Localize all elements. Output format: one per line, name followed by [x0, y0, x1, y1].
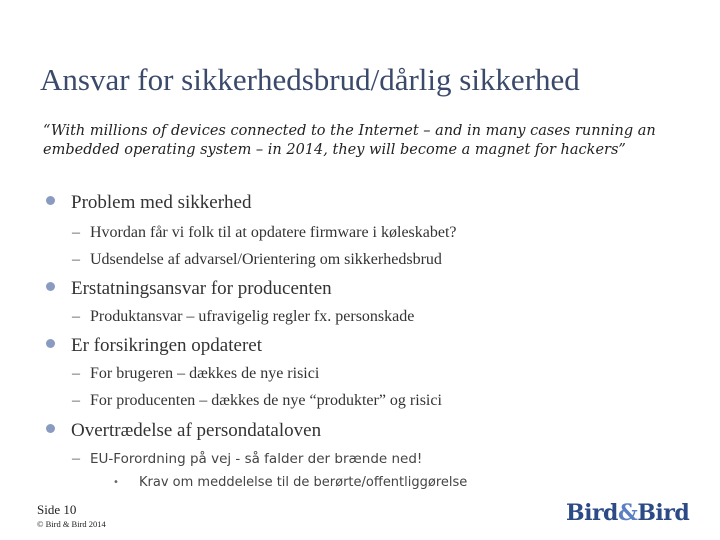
sub-bullet-item: [72, 223, 457, 243]
sub-bullet-text: For producenten – dækkes de nye “produkter” og risici: [90, 392, 442, 409]
dash-icon: –: [72, 224, 80, 241]
bullet-text: Erstatningsansvar for producenten: [71, 278, 332, 299]
bullet-dot-icon: [46, 196, 55, 205]
page-number-value: 10: [63, 502, 77, 517]
bullet-item: [46, 334, 262, 358]
quote-text: “With millions of devices connected to the Internet – and in many cases running an embedded operating system – in 2014, they will become a magnet for hackers”: [43, 123, 656, 158]
bullet-item: [46, 419, 321, 443]
sub-bullet-item: [72, 391, 442, 411]
bird-and-bird-logo: [566, 500, 689, 526]
bullet-text: Problem med sikkerhed: [71, 192, 252, 213]
dash-icon: –: [72, 308, 80, 325]
page-label: Side: [37, 502, 61, 517]
bullet-dot-icon: [46, 339, 55, 348]
bullet-item: [46, 277, 332, 301]
bullet-item: [46, 191, 251, 215]
sub-sub-bullet-item: [113, 474, 467, 492]
sub-bullet-text: EU-Forordning på vej - så falder der brænde ned!: [90, 451, 423, 467]
sub-bullet-text: Produktansvar – ufravigelig regler fx. personskade: [90, 308, 415, 325]
small-bullet-icon: •: [113, 477, 119, 488]
sub-bullet-text: Udsendelse af advarsel/Orientering om sikkerhedsbrud: [90, 251, 442, 268]
bullet-text: Er forsikringen opdateret: [71, 335, 262, 356]
sub-bullet-item: [72, 364, 319, 384]
dash-icon: –: [72, 251, 80, 268]
page-number: [37, 502, 76, 518]
bullet-dot-icon: [46, 282, 55, 291]
logo-ampersand: &: [617, 500, 638, 526]
sub-bullet-item: [72, 307, 414, 327]
dash-icon: –: [72, 450, 80, 467]
sub-bullet-item: [72, 250, 442, 270]
sub-bullet-text: For brugeren – dækkes de nye risici: [90, 365, 320, 382]
bullet-dot-icon: [46, 424, 55, 433]
dash-icon: –: [72, 365, 80, 382]
slide-title: Ansvar for sikkerhedsbrud/dårlig sikkerhed: [40, 62, 580, 97]
sub-sub-bullet-text: Krav om meddelelse til de berørte/offentliggørelse: [139, 475, 468, 490]
sub-bullet-text: Hvordan får vi folk til at opdatere firmware i køleskabet?: [90, 224, 457, 241]
copyright-text: © Bird & Bird 2014: [37, 519, 106, 529]
dash-icon: –: [72, 392, 80, 409]
sub-bullet-item: [72, 449, 422, 469]
logo-part2: Bird: [637, 500, 690, 526]
bullet-text: Overtrædelse af persondataloven: [71, 420, 322, 441]
logo-part1: Bird: [566, 500, 618, 526]
